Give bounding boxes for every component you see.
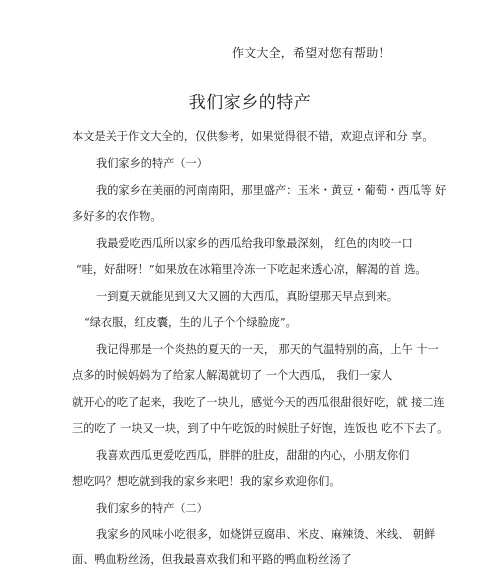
section-heading-2: 我们家乡的特产（二） (96, 502, 208, 515)
paragraph-line: 我家乡的风味小吃很多，如烧饼豆腐串、米皮、麻辣烫、米线、 朝鲜 (96, 528, 436, 541)
paragraph-line: 我记得那是一个炎热的夏天的一天， 那天的气温特别的高，上午 十一 (96, 343, 439, 356)
paragraph-line: 想吃吗？想吃就到我的家乡来吧！我的家乡欢迎你们。 (72, 475, 341, 488)
intro-line: 本文是关于作文大全的，仅供参考，如果觉得很不错，欢迎点评和分 享。 (72, 130, 434, 143)
paragraph-line: 点多的时候妈妈为了给家人解渴就切了 一个大西瓜， 我们一家人 (72, 369, 393, 382)
paragraph-line: 多好多的农作物。 (72, 210, 162, 223)
paragraph-line: 就开心的吃了起来，我吃了一块儿，感觉今天的西瓜很甜很好吃，就 接二连 (72, 396, 445, 409)
document-title: 我们家乡的特产 (188, 93, 312, 113)
paragraph-line: 我最爱吃西瓜所以家乡的西瓜给我印象最深刻， 红色的肉咬一口 (96, 237, 413, 250)
paragraph-line: 我喜欢西瓜更爱吃西瓜，胖胖的肚皮，甜甜的内心，小朋友你们 (96, 449, 410, 462)
paragraph-line: 我的家乡在美丽的河南南阳，那里盛产：玉米・黄豆・葡萄・西瓜等 好 (96, 184, 447, 197)
paragraph-line: 三的吃了 一块又一块，到了中午吃饭的时候肚子好饱，连饭也 吃不下去了。 (72, 422, 449, 435)
paragraph-line: 面、鸭血粉丝汤，但我最喜欢我们和平路的鸭血粉丝汤了 (72, 553, 352, 566)
header-note: 作文大全，希望对您有帮助！ (232, 46, 391, 60)
paragraph-line: “绿衣服，红皮囊，生的儿子个个绿脸庞”。 (84, 316, 297, 329)
paragraph-line: 一到夏天就能见到又大又圆的大西瓜，真盼望那天早点到来。 (96, 290, 399, 303)
paragraph-line: “哇，好甜呀！”如果放在冰箱里冷冻一下吃起来透心凉，解渴的首 选。 (76, 263, 427, 276)
section-heading-1: 我们家乡的特产（一） (96, 157, 208, 170)
